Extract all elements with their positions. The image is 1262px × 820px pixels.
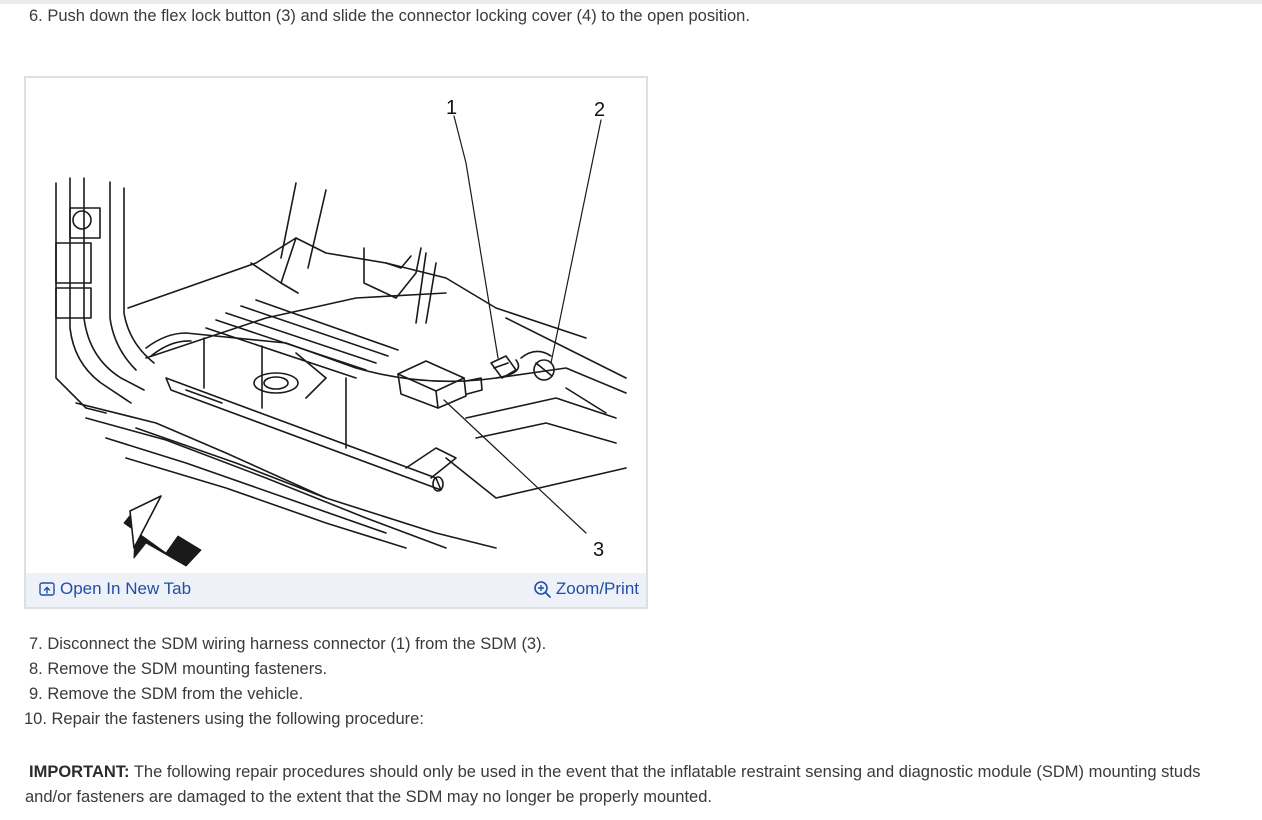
zoom-print-label: Zoom/Print — [555, 579, 639, 598]
diagram-figure — [24, 76, 648, 609]
step-10: 10. Repair the fasteners using the following procedure: — [24, 710, 424, 728]
step-6: 6. Push down the flex lock button (3) and slide the connector locking cover (4) to the open position. — [29, 7, 750, 25]
zoom-print-link[interactable] — [533, 579, 639, 599]
important-text: The following repair procedures should only be used in the event that the inflatable restraint sensing and diagnostic module (SDM) mounting studs and/or fasteners are damaged to the extent that the SDM may no longer be properly mounted. — [25, 763, 1201, 806]
zoom-in-icon — [533, 580, 551, 598]
important-note — [25, 760, 1250, 810]
step-9: 9. Remove the SDM from the vehicle. — [29, 685, 304, 703]
open-in-new-tab-link[interactable] — [39, 579, 191, 599]
callout-1: 1 — [446, 97, 458, 119]
figure-toolbar — [26, 573, 646, 607]
sdm-diagram — [26, 78, 646, 573]
step-8: 8. Remove the SDM mounting fasteners. — [29, 660, 328, 678]
open-in-new-tab-icon — [39, 582, 55, 596]
callout-3: 3 — [593, 539, 605, 561]
important-label: IMPORTANT: — [29, 763, 130, 781]
step-7: 7. Disconnect the SDM wiring harness connector (1) from the SDM (3). — [29, 635, 547, 653]
callout-2: 2 — [594, 99, 606, 121]
top-divider — [0, 0, 1262, 4]
open-in-new-tab-label: Open In New Tab — [60, 579, 192, 598]
